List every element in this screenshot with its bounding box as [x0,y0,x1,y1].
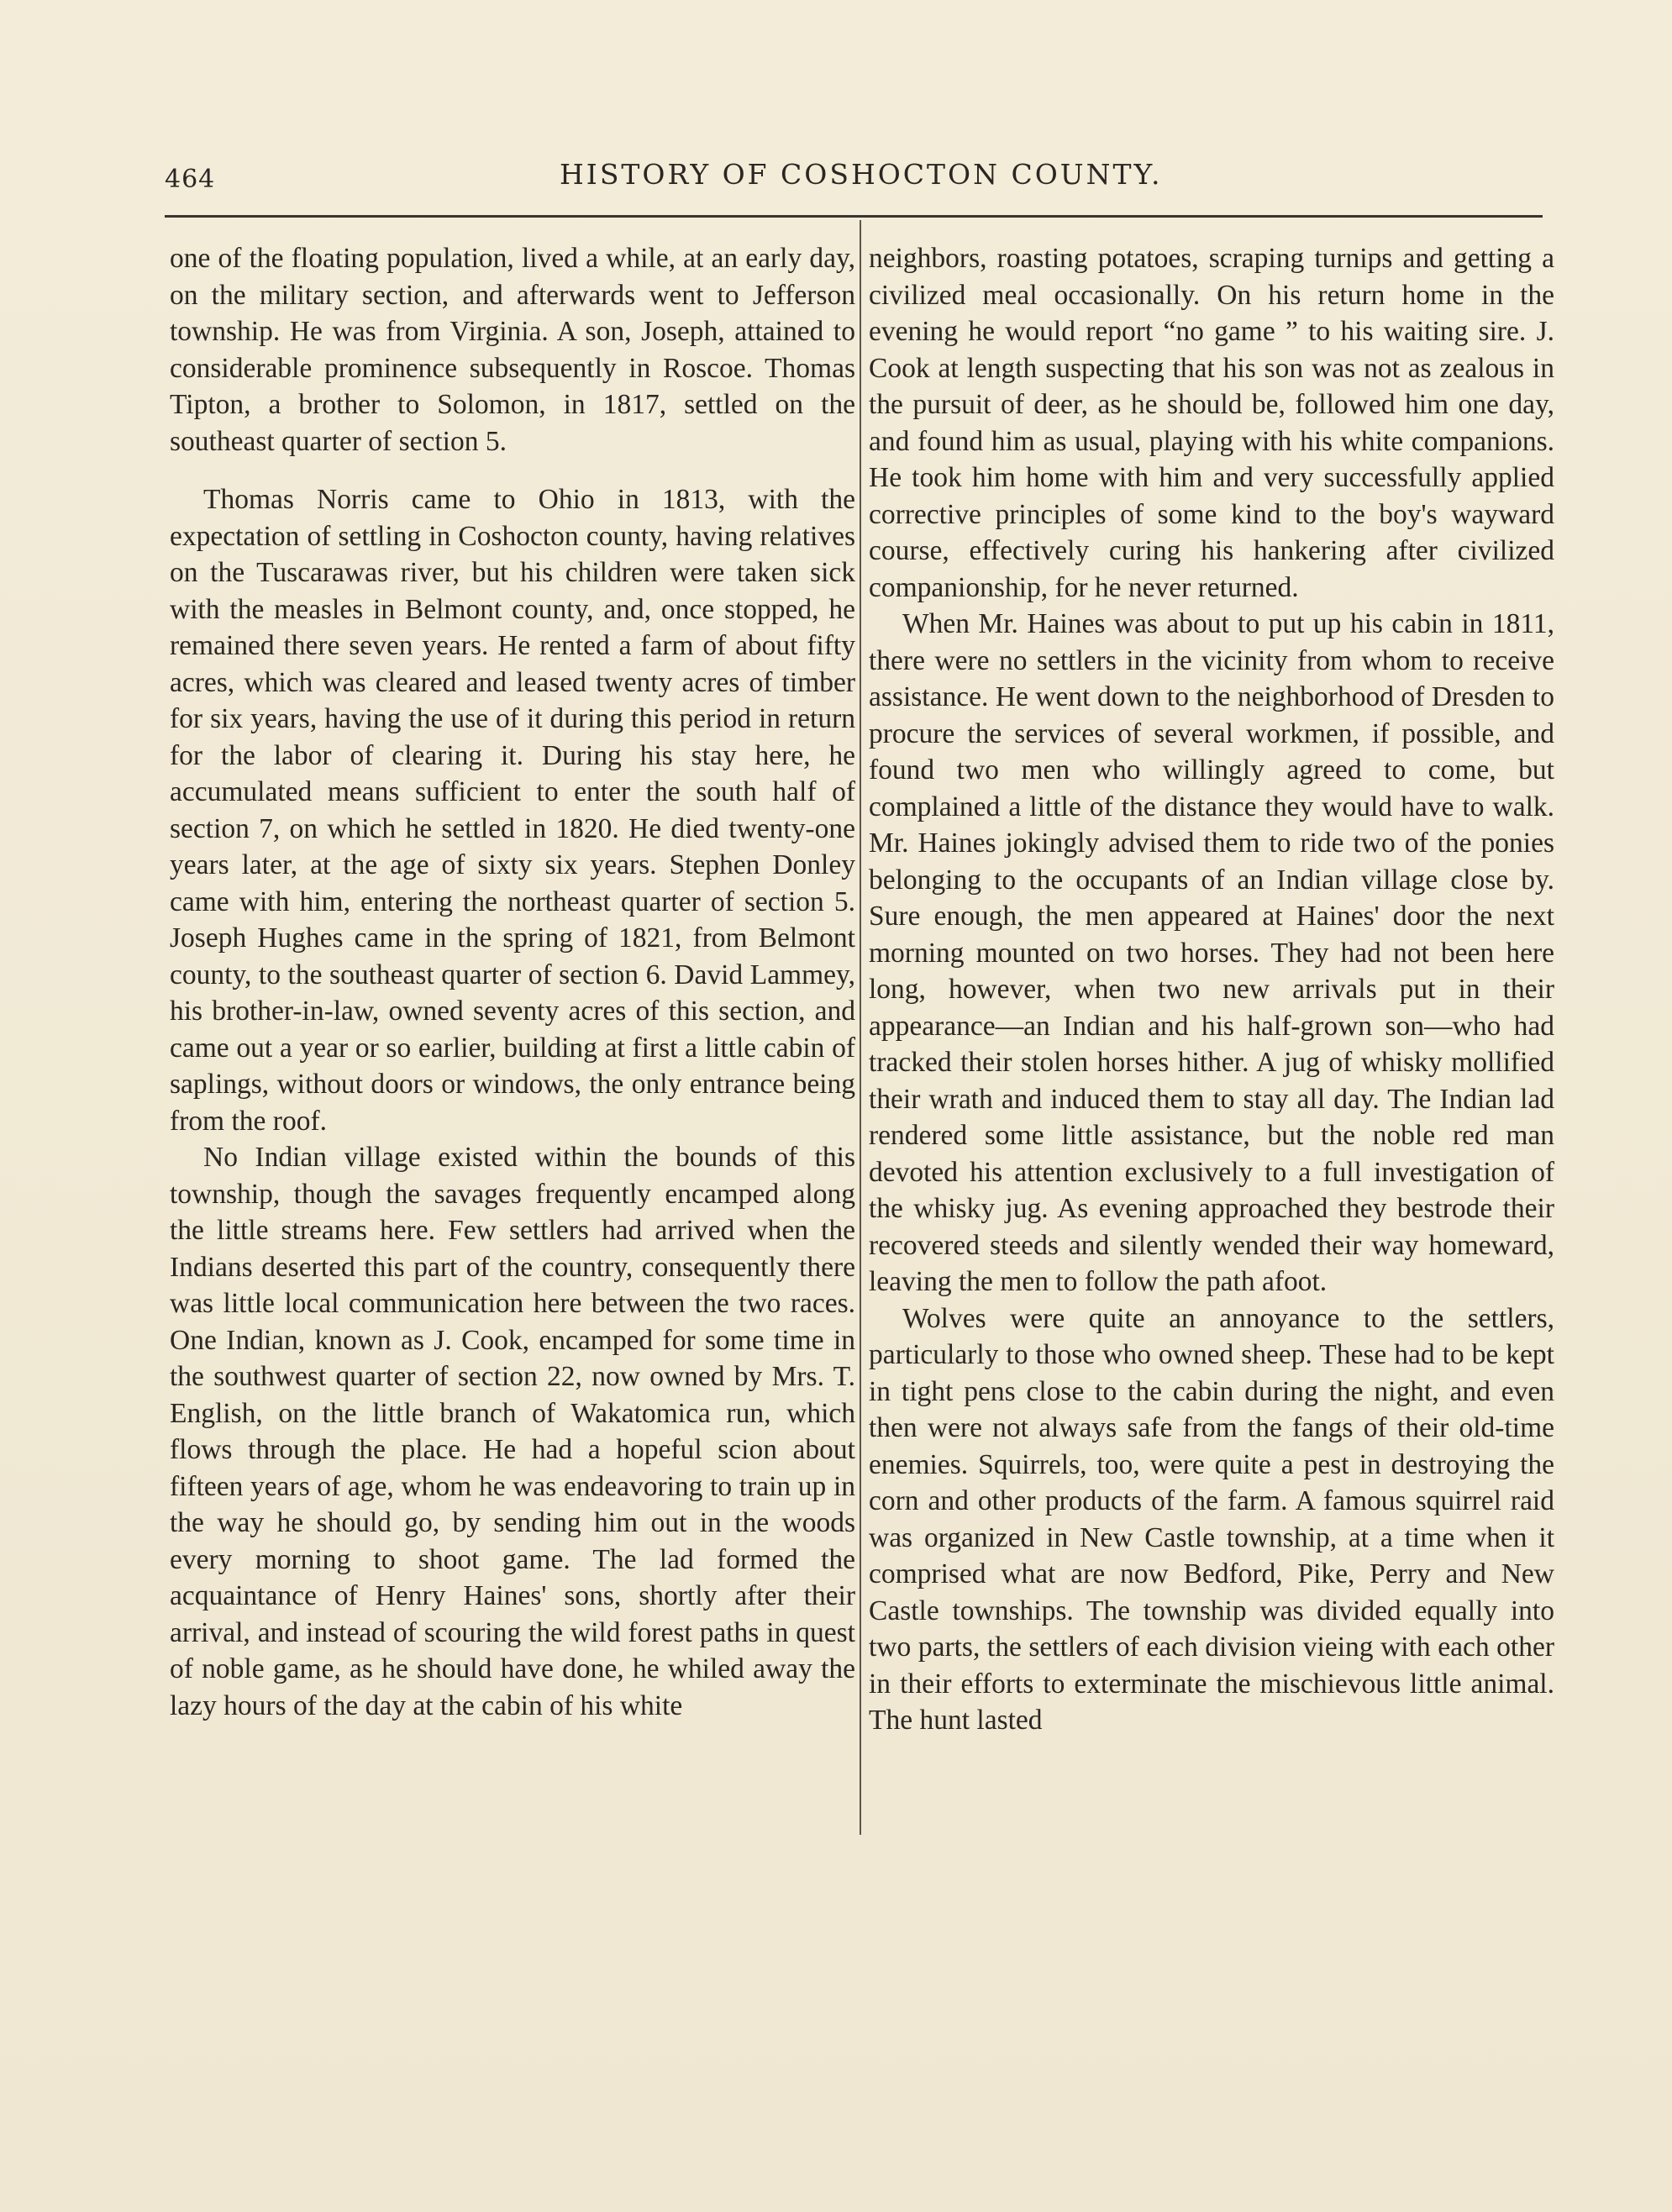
left-paragraph-1: one of the floating population, lived a while, at an early day, on the military section, and afterwards went to Jefferson township. He was from Virginia. A son, Joseph, attained to considerable prominence subsequently in Roscoe. Thomas Tipton, a brother to Solomon, in 1817, settled on the southeast quarter of section 5. [170,243,855,457]
left-column [170,240,855,1724]
page-header [165,158,1551,192]
page-number: 464 [165,165,216,194]
right-paragraph-2: When Mr. Haines was about to put up his cabin in 1811, there were no settlers in the vicinity from whom to receive assistance. He went down to the neighborhood of Dresden to procure the services of several workmen, if possible, and found two men who willingly agreed to come, but complained a little of the distance they would have to walk. Mr. Haines jokingly advised them to ride two of the ponies belonging to the occupants of an Indian village close by. Sure enough, the men appeared at Haines' door the next morning mounted on two horses. They had not been here long, however, when two new arrivals put in their appearance—an Indian and his half-grown son—who had tracked their stolen horses hither. A jug of whisky mollified their wrath and induced them to stay all day. The Indian lad rendered some little assistance, but the noble red man devoted his attention exclusively to a full investigation of the whisky jug. As evening approached they bestrode their recovered steeds and silently wended their way homeward, leaving the men to follow the path afoot. [869,608,1554,1297]
header-rule [165,215,1543,218]
right-column [869,240,1554,1739]
column-divider [860,220,861,1835]
right-paragraph-1: neighbors, roasting potatoes, scraping turnips and getting a civilized meal occasionally. On his return home in the evening he would report “no game ” to his waiting sire. J. Cook at length suspecting that his son was not as zealous in the pursuit of deer, as he should be, followed him one day, and found him as usual, playing with his white companions. He took him home with him and very successfully applied corrective principles of some kind to the boy's wayward course, effectively curing his hankering after civilized companionship, for he never returned. [869,243,1554,603]
right-paragraph-3: Wolves were quite an annoyance to the settlers, particularly to those who owned sheep. These had to be kept in tight pens close to the cabin during the night, and even then were not always safe from the fangs of their old-time enemies. Squirrels, too, were quite a pest in destroying the corn and other products of the farm. A famous squirrel raid was organized in New Castle township, at a time when it comprised what are now Bedford, Pike, Perry and New Castle townships. The township was divided equally into two parts, the settlers of each division vieing with each other in their efforts to exterminate the mischievous little animal. The hunt lasted [869,1302,1554,1736]
left-paragraph-3: No Indian village existed within the bounds of this township, though the savages frequently encamped along the little streams here. Few settlers had arrived when the Indians deserted this part of the country, consequently there was little local communication here between the two races. One Indian, known as J. Cook, encamped for some time in the southwest quarter of section 22, now owned by Mrs. T. English, on the little branch of Wakatomica run, which flows through the place. He had a hopeful scion about fifteen years of age, whom he was endeavoring to train up in the way he should go, by sending him out in the woods every morning to shoot game. The lad formed the acquaintance of Henry Haines' sons, shortly after their arrival, and instead of scouring the wild forest paths in quest of noble game, as he should have done, he whiled away the lazy hours of the day at the cabin of his white [170,1142,855,1721]
running-title: HISTORY OF COSHOCTON COUNTY. [560,158,1163,191]
left-paragraph-2: Thomas Norris came to Ohio in 1813, with the expectation of settling in Coshocton county, having relatives on the Tuscarawas river, but his children were taken sick with the measles in Belmont county, and, once stopped, he remained there seven years. He rented a farm of about fifty acres, which was cleared and leased twenty acres of timber for six years, having the use of it during this period in return for the labor of clearing it. During his stay here, he accumulated means sufficient to enter the south half of section 7, on which he settled in 1820. He died twenty-one years later, at the age of sixty six years. Stephen Donley came with him, entering the northeast quarter of section 5. Joseph Hughes came in the spring of 1821, from Belmont county, to the southeast quarter of section 6. David Lammey, his brother-in-law, owned seventy acres of this section, and came out a year or so earlier, building at first a little cabin of saplings, without doors or windows, the only entrance being from the roof. [170,484,855,1137]
